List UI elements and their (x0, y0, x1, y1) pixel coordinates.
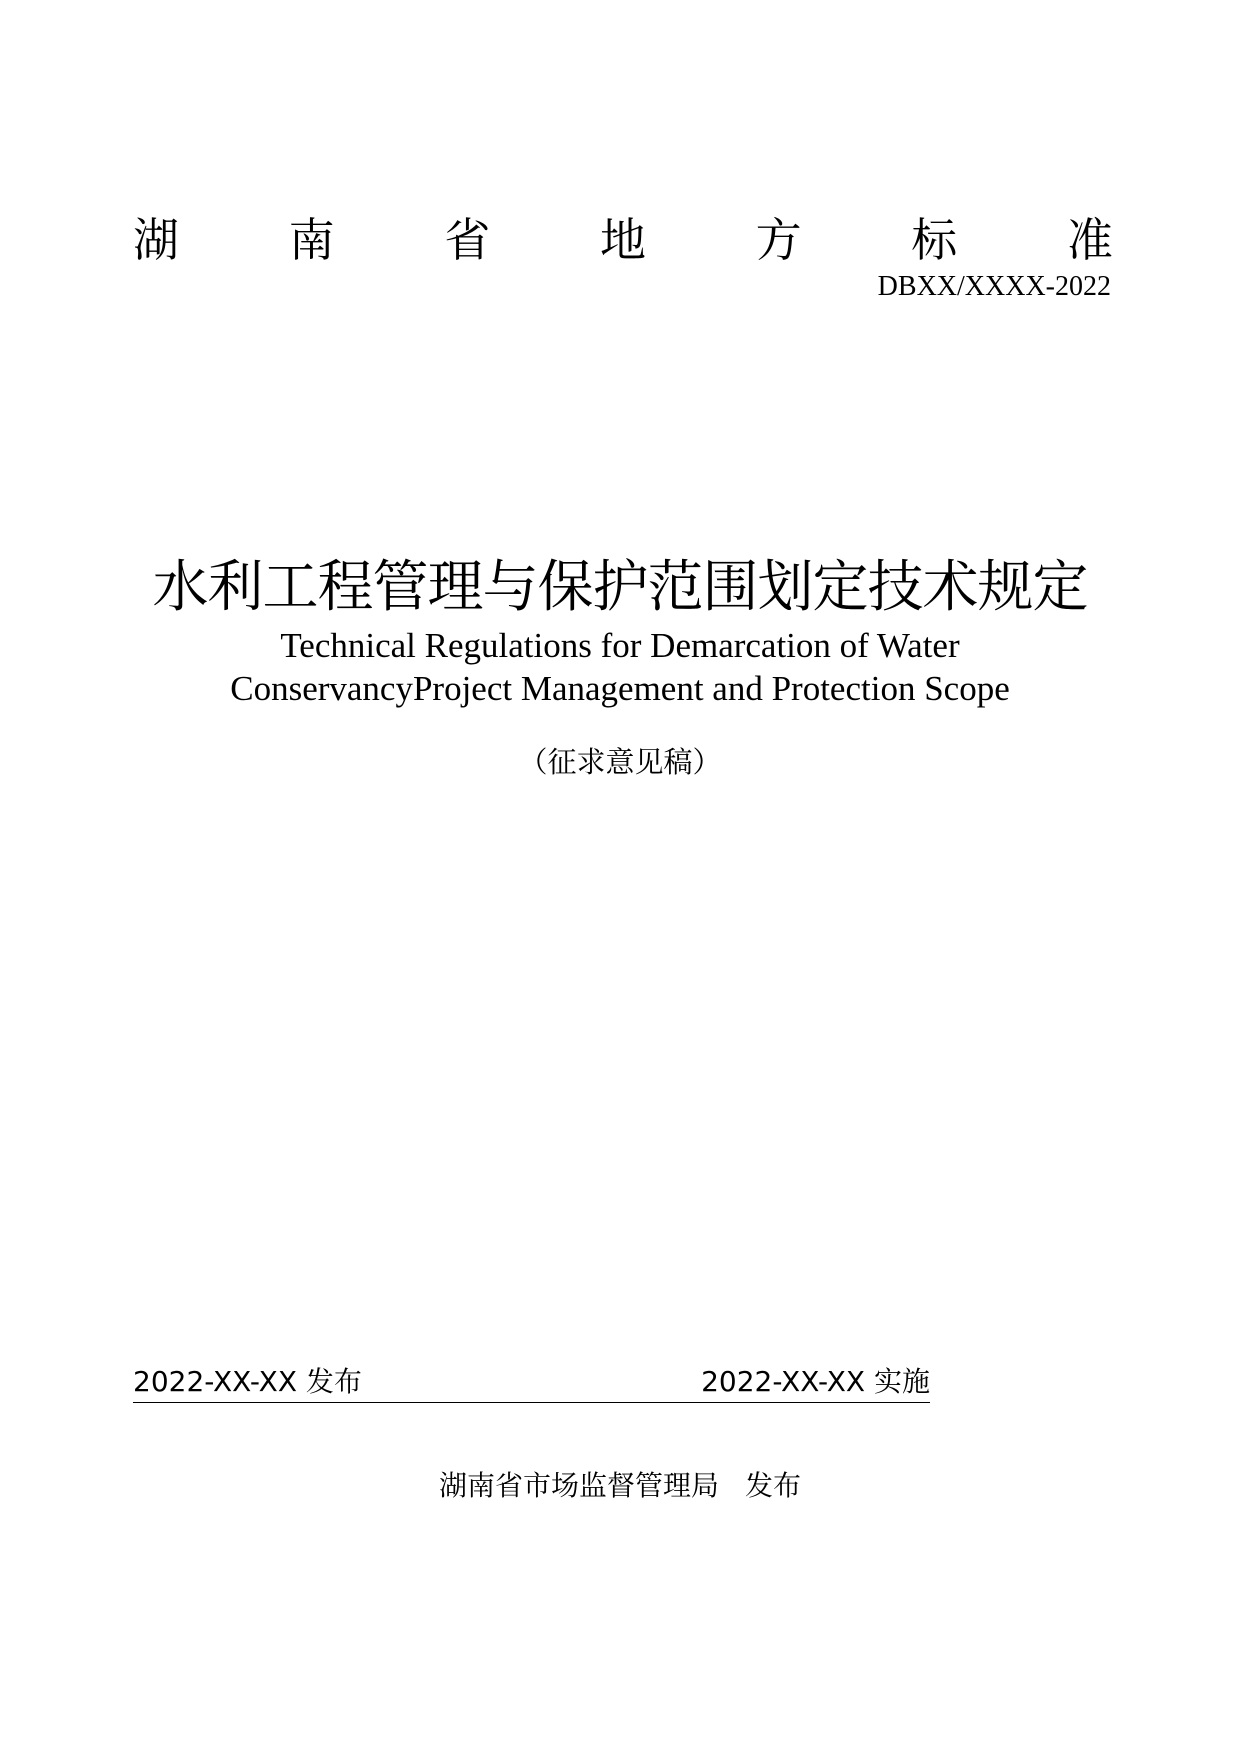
standard-header (133, 212, 1113, 268)
issuer-line (0, 1466, 1240, 1506)
header-char: 省 (444, 213, 491, 267)
header-char: 湖 (133, 213, 179, 267)
issuer-org: 湖南省市场监督管理局 (438, 1469, 719, 1502)
effective-date: 2022-XX-XX 实施 (701, 1365, 930, 1398)
title-english-line-2: ConservancyProject Management and Protection Scope (230, 669, 1010, 708)
title-english-line-1: Technical Regulations for Demarcation of Water (280, 626, 960, 665)
header-char: 准 (1066, 213, 1113, 267)
header-char: 标 (911, 213, 958, 267)
title-english (0, 624, 1240, 710)
header-char: 方 (755, 213, 802, 267)
title-chinese: 水利工程管理与保护范围划定技术规定 (152, 555, 1088, 620)
draft-note: （征求意见稿） (518, 745, 722, 779)
standard-code: DBXX/XXXX-2022 (877, 271, 1111, 302)
release-date: 2022-XX-XX 发布 (133, 1365, 362, 1398)
header-char: 南 (288, 213, 335, 267)
header-char: 地 (599, 213, 646, 267)
issuer-action: 发布 (745, 1469, 802, 1502)
dates-row (133, 1364, 930, 1403)
